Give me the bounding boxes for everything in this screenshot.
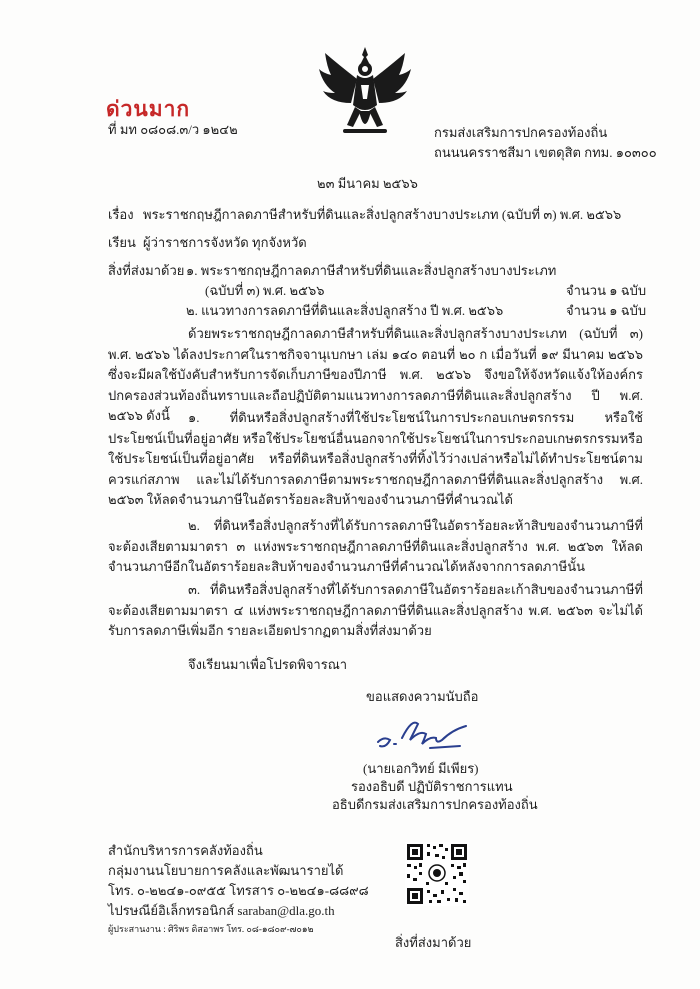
subject-text: พระราชกฤษฎีกาลดภาษีสำหรับที่ดินและสิ่งปลูกสร้างบางประเภท (ฉบับที่ ๓) พ.ศ. ๒๕๖๖ xyxy=(143,207,622,222)
enclosure-item: ๑. พระราชกฤษฎีกาลดภาษีสำหรับที่ดินและสิ่งปลูกสร้างบางประเภท xyxy=(186,263,557,278)
footer-email: ไปรษณีย์อิเล็กทรอนิกส์ saraban@dla.go.th xyxy=(108,903,335,918)
document-number: ที่ มท ๐๘๐๘.๓/ว ๑๒๔๒ xyxy=(108,122,238,137)
letter-date: ๒๓ มีนาคม ๒๕๖๖ xyxy=(317,176,418,191)
enclosure-label: สิ่งที่ส่งมาด้วย xyxy=(108,263,185,278)
closing-line: จึงเรียนมาเพื่อโปรดพิจารณา xyxy=(188,657,348,672)
handwritten-signature xyxy=(372,710,482,758)
letter-body-item2 xyxy=(108,516,643,578)
signer-position: รองอธิบดี ปฏิบัติราชการแทน xyxy=(351,779,513,794)
subject-label: เรื่อง xyxy=(108,207,134,222)
garuda-emblem-icon xyxy=(317,45,413,140)
qr-caption: สิ่งที่ส่งมาด้วย xyxy=(395,935,472,950)
recipient-text: ผู้ว่าราชการจังหวัด ทุกจังหวัด xyxy=(143,235,307,250)
footer-coordinator: ผู้ประสานงาน : ศิริพร ดิสอาพร โทร. ๐๘-๑๘๐๙-๗๐๑๒ xyxy=(108,924,314,934)
enclosure-qty: จำนวน ๑ ฉบับ xyxy=(566,283,647,298)
body-item-2: ๒. ที่ดินหรือสิ่งปลูกสร้างที่ได้รับการลดภาษีในอัตราร้อยละห้าสิบของจำนวนภาษีที่จะต้องเสียตามมาตรา ๓ แห่งพระราชกฤษฎีกาลดภาษีที่ดินและสิ่งปลูกสร้าง พ.ศ. ๒๕๖๓ ให้ลดจำนวนภาษีอีกในอัตราร้อยละสิบห้าของจำนวนภาษีที่คำนวณได้หลังจากการลดภาษีนั้น xyxy=(108,518,643,574)
sender-address: ถนนนครราชสีมา เขตดุสิต กทม. ๑๐๓๐๐ xyxy=(434,145,657,160)
enclosure-item-cont: (ฉบับที่ ๓) พ.ศ. ๒๕๖๖ xyxy=(205,283,325,298)
urgency-stamp: ด่วนมาก xyxy=(106,97,191,121)
sender-department: กรมส่งเสริมการปกครองท้องถิ่น xyxy=(434,125,608,140)
body-item-3: ๓. ที่ดินหรือสิ่งปลูกสร้างที่ได้รับการลดภาษีในอัตราร้อยละเก้าสิบของจำนวนภาษีที่จะต้องเสียตามมาตรา ๔ แห่งพระราชกฤษฎีกาลดภาษีที่ดินและสิ่งปลูกสร้าง พ.ศ. ๒๕๖๓ จะไม่ได้รับการลดภาษีเพิ่มอีก รายละเอียดปรากฏตามสิ่งที่ส่งมาด้วย xyxy=(108,582,643,638)
letter-body-item1 xyxy=(108,408,643,511)
signer-title: อธิบดีกรมส่งเสริมการปกครองท้องถิ่น xyxy=(332,797,538,812)
letter-body-item3 xyxy=(108,580,643,642)
enclosure-item: ๒. แนวทางการลดภาษีที่ดินและสิ่งปลูกสร้าง ปี พ.ศ. ๒๕๖๖ xyxy=(186,303,504,318)
enclosure-qty: จำนวน ๑ ฉบับ xyxy=(566,303,647,318)
footer-division: กลุ่มงานนโยบายการคลังและพัฒนารายได้ xyxy=(108,863,344,878)
body-intro: ด้วยพระราชกฤษฎีกาลดภาษีสำหรับที่ดินและสิ่งปลูกสร้างบางประเภท (ฉบับที่ ๓) พ.ศ. ๒๕๖๖ ได้ลงประกาศในราชกิจจานุเบกษา เล่ม ๑๔๐ ตอนที่ ๒๐ ก เมื่อวันที่ ๑๙ มีนาคม ๒๕๖๖ ซึ่งจะมีผลใช้บังคับสำหรับการจัดเก็บภาษีของปีภาษี พ.ศ. ๒๕๖๖ จึงขอให้จังหวัดแจ้งให้องค์กรปกครองส่วนท้องถิ่นทราบและถือปฏิบัติตามแนวทางการลดภาษีที่ดินและสิ่งปลูกสร้าง ปี พ.ศ. ๒๕๖๖ ดังนี้ xyxy=(108,326,643,423)
footer-office: สำนักบริหารการคลังท้องถิ่น xyxy=(108,843,263,858)
body-item-1: ๑. ที่ดินหรือสิ่งปลูกสร้างที่ใช้ประโยชน์ในการประกอบเกษตรกรรม หรือใช้ประโยชน์เป็นที่อยู่อาศัย หรือใช้ประโยชน์อื่นนอกจากใช้ประโยชน์ในการประกอบเกษตรกรรมหรือใช้ประโยชน์เป็นที่อยู่อาศัย หรือที่ดินหรือสิ่งปลูกสร้างที่ทิ้งไว้ว่างเปล่าหรือไม่ได้ทำประโยชน์ตามควรแก่สภาพ และไม่ได้รับการลดภาษีตามพระราชกฤษฎีกาลดภาษีที่ดินและสิ่งปลูกสร้าง พ.ศ. ๒๕๖๓ ให้ลดจำนวนภาษีในอัตราร้อยละสิบห้าของจำนวนภาษีที่คำนวณได้ xyxy=(108,410,643,507)
recipient-label: เรียน xyxy=(108,235,136,250)
qr-code-icon[interactable] xyxy=(405,842,469,906)
signer-name: (นายเอกวิทย์ มีเพียร) xyxy=(363,761,479,776)
salutation: ขอแสดงความนับถือ xyxy=(366,689,479,704)
footer-phone: โทร. ๐-๒๒๔๑-๐๙๕๕ โทรสาร ๐-๒๒๔๑-๘๘๙๘ xyxy=(108,883,369,898)
